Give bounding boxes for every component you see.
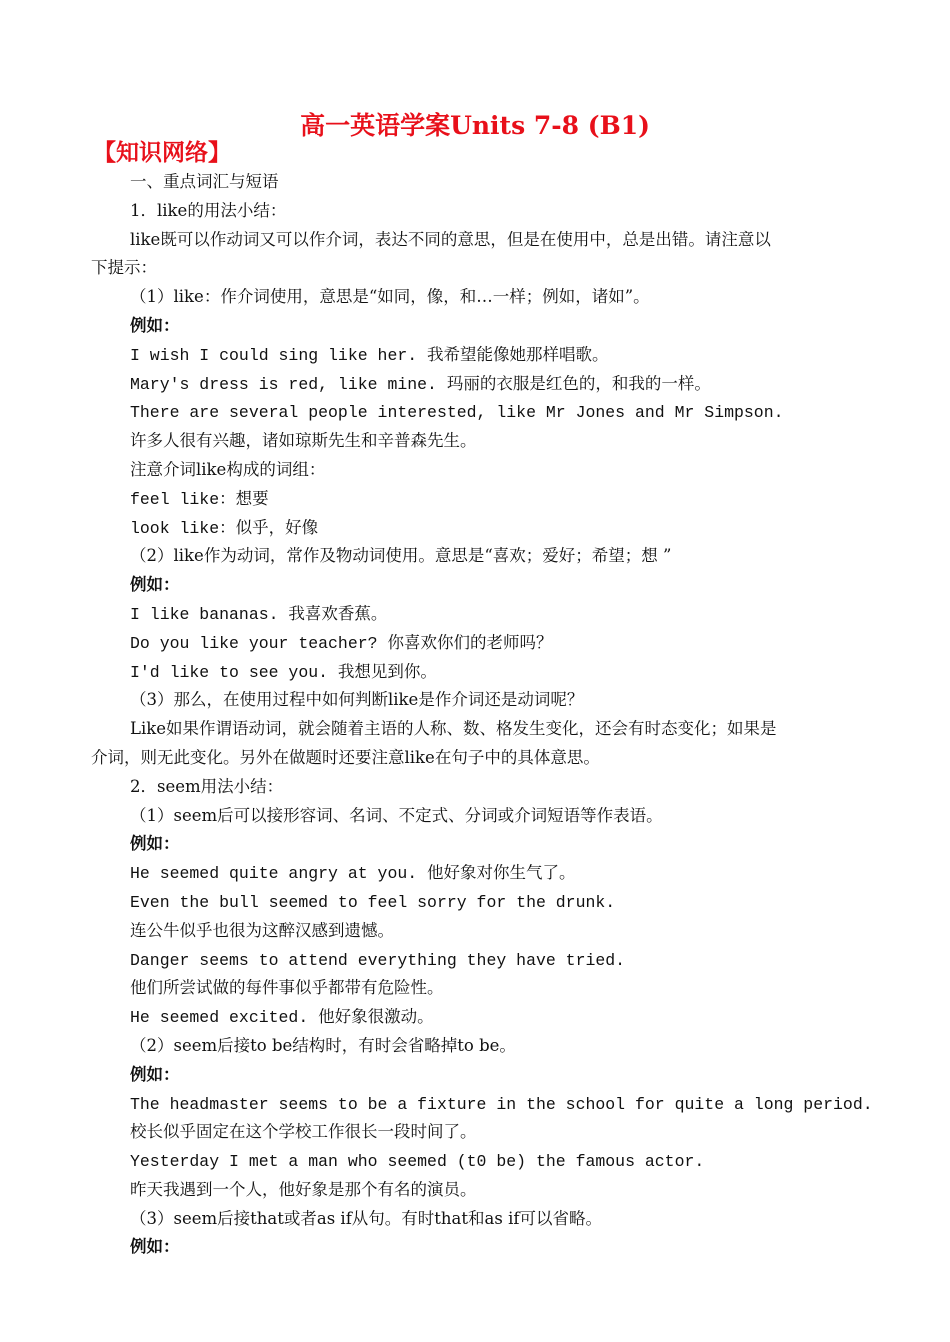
line-text: （2）like作为动词，常作及物动词使用。意思是“喜欢；爱好；希望；想 ” [130, 546, 672, 566]
text-line [0, 917, 950, 946]
english-text: look like：似乎，好像 [130, 518, 319, 538]
line-text: （3）seem后接that或者as if从句。有时that和as if可以省略。 [130, 1208, 602, 1228]
text-line [0, 686, 950, 715]
line-text: 例如： [130, 315, 180, 335]
text-line [0, 888, 950, 917]
text-line [0, 226, 950, 255]
line-text: 校长似乎固定在这个学校工作很长一段时间了。 [130, 1122, 477, 1142]
line-text: 例如： [130, 575, 180, 595]
english-text: I like bananas. 我喜欢香蕉。 [130, 604, 388, 624]
line-text: （2）seem后接to be结构时，有时会省略掉to be。 [130, 1035, 516, 1055]
text-line [0, 1205, 950, 1234]
line-text: 例如： [130, 1064, 180, 1084]
text-line [0, 197, 950, 226]
text-line [0, 600, 950, 629]
example-label [0, 1061, 950, 1090]
line-text: 连公牛似乎也很为这醉汉感到遗憾。 [130, 920, 394, 940]
line-text: 许多人很有兴趣，诸如琼斯先生和辛普森先生。 [130, 431, 477, 451]
english-text: Do you like your teacher? 你喜欢你们的老师吗？ [130, 633, 553, 653]
text-line [0, 629, 950, 658]
text-line [0, 341, 950, 370]
text-line [0, 658, 950, 687]
text-line [0, 974, 950, 1003]
english-text: There are several people interested, like Mr Jones and Mr Simpson. [130, 403, 784, 423]
text-line [0, 1032, 950, 1061]
example-label [0, 1233, 950, 1262]
example-label [0, 830, 950, 859]
text-line [0, 168, 950, 197]
english-text: Even the bull seemed to feel sorry for the drunk. [130, 892, 616, 912]
line-text: 例如： [130, 1237, 180, 1257]
text-line [0, 456, 950, 485]
text-line [0, 542, 950, 571]
english-text: feel like：想要 [130, 489, 269, 509]
text-line [0, 715, 950, 744]
text-line [0, 1176, 950, 1205]
line-text: （3）那么，在使用过程中如何判断like是作介词还是动词呢？ [130, 690, 584, 710]
english-text: Yesterday I met a man who seemed (t0 be) the famous actor. [130, 1152, 705, 1172]
document-body [0, 168, 950, 1262]
english-text: Mary's dress is red, like mine. 玛丽的衣服是红色的，和我的一样。 [130, 374, 711, 394]
text-line [0, 283, 950, 312]
english-text: He seemed quite angry at you. 他好象对你生气了。 [130, 864, 576, 884]
line-text: 昨天我遇到一个人，他好象是那个有名的演员。 [130, 1179, 477, 1199]
english-text: The headmaster seems to be a fixture in the school for quite a long period. [130, 1094, 873, 1114]
text-line [0, 370, 950, 399]
text-line [0, 802, 950, 831]
text-line [0, 1118, 950, 1147]
line-text: 注意介词like构成的词组： [130, 459, 326, 479]
text-line [0, 946, 950, 975]
english-text: Danger seems to attend everything they have tried. [130, 950, 626, 970]
english-text: I'd like to see you. 我想见到你。 [130, 662, 437, 682]
text-line [0, 1147, 950, 1176]
line-text: Like如果作谓语动词，就会随着主语的人称、数、格发生变化，还会有时态变化；如果是 [130, 719, 777, 739]
text-line [0, 859, 950, 888]
line-text: 例如： [130, 834, 180, 854]
english-text: He seemed excited. 他好象很激动。 [130, 1008, 434, 1028]
line-text: （1）seem后可以接形容词、名词、不定式、分词或介词短语等作表语。 [130, 805, 663, 825]
text-line [0, 485, 950, 514]
english-text: I wish I could sing like her. 我希望能像她那样唱歌。 [130, 345, 609, 365]
page-title: 高一英语学案Units 7-8 (B1) [300, 111, 650, 140]
text-line [0, 398, 950, 427]
text-line [0, 514, 950, 543]
line-text: 他们所尝试做的每件事似乎都带有危险性。 [130, 978, 444, 998]
text-line [0, 254, 950, 283]
text-line [0, 1090, 950, 1119]
line-text: 下提示： [91, 258, 157, 278]
text-line [0, 744, 950, 773]
section-heading: 【知识网络】 [93, 140, 231, 166]
line-text: （1）like：作介词使用，意思是“如同，像，和…一样；例如，诸如”。 [130, 287, 650, 307]
example-label [0, 312, 950, 341]
text-line [0, 427, 950, 456]
line-text: 1．like的用法小结： [130, 200, 287, 220]
line-text: 2．seem用法小结： [130, 776, 284, 796]
example-label [0, 571, 950, 600]
line-text: like既可以作动词又可以作介词，表达不同的意思，但是在使用中，总是出错。请注意以 [130, 229, 771, 249]
line-text: 介词，则无此变化。另外在做题时还要注意like在句子中的具体意思。 [91, 747, 600, 767]
text-line [0, 773, 950, 802]
line-text: 一、重点词汇与短语 [130, 172, 279, 191]
text-line [0, 1003, 950, 1032]
